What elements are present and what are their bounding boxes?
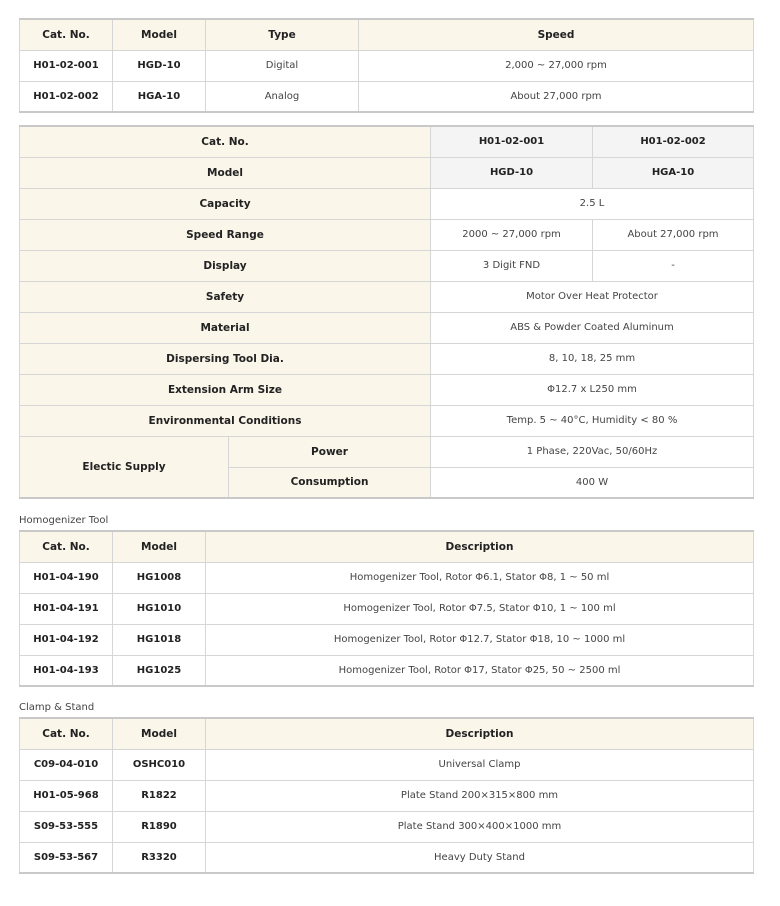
spec-row-display	[20, 250, 754, 281]
spec-value: Motor Over Heat Protector	[431, 281, 754, 312]
spec-label: Speed Range	[20, 219, 431, 250]
header-model: Model	[113, 531, 206, 562]
cat-no-cell: H01-04-193	[20, 655, 113, 686]
spec-label: Dispersing Tool Dia.	[20, 343, 431, 374]
cat-no-cell: H01-04-192	[20, 624, 113, 655]
spec-row-power	[20, 436, 754, 467]
model-cell: HG1008	[113, 562, 206, 593]
spec-value: H01-02-002	[593, 126, 754, 157]
spec-value: HGA-10	[593, 157, 754, 188]
cat-no-cell: H01-05-968	[20, 780, 113, 811]
spec-row-tool	[20, 343, 754, 374]
spec-value: About 27,000 rpm	[593, 219, 754, 250]
description-cell: Homogenizer Tool, Rotor Φ7.5, Stator Φ10, 1 ~ 100 ml	[206, 593, 754, 624]
table-row	[20, 749, 754, 780]
header-model: Model	[113, 19, 206, 50]
spec-label: Cat. No.	[20, 126, 431, 157]
spec-label: Material	[20, 312, 431, 343]
model-cell: R1890	[113, 811, 206, 842]
description-cell: Universal Clamp	[206, 749, 754, 780]
type-cell: Digital	[206, 50, 359, 81]
description-cell: Homogenizer Tool, Rotor Φ17, Stator Φ25, 50 ~ 2500 ml	[206, 655, 754, 686]
spec-value: 2.5 L	[431, 188, 754, 219]
model-cell: OSHC010	[113, 749, 206, 780]
table-row	[20, 624, 754, 655]
speed-cell: About 27,000 rpm	[359, 81, 754, 112]
spec-row-env	[20, 405, 754, 436]
model-cell: R1822	[113, 780, 206, 811]
spec-value: ABS & Powder Coated Aluminum	[431, 312, 754, 343]
speed-cell: 2,000 ~ 27,000 rpm	[359, 50, 754, 81]
header-cat-no: Cat. No.	[20, 718, 113, 749]
spec-value: 1 Phase, 220Vac, 50/60Hz	[431, 436, 754, 467]
description-cell: Plate Stand 300×400×1000 mm	[206, 811, 754, 842]
spec-value: Temp. 5 ~ 40°C, Humidity < 80 %	[431, 405, 754, 436]
clamp-table	[19, 717, 754, 874]
header-cat-no: Cat. No.	[20, 19, 113, 50]
model-cell: HGA-10	[113, 81, 206, 112]
model-cell: HG1018	[113, 624, 206, 655]
spec-row-material	[20, 312, 754, 343]
cat-no-cell: H01-04-190	[20, 562, 113, 593]
section-caption-clamp: Clamp & Stand	[19, 702, 95, 713]
spec-value: 8, 10, 18, 25 mm	[431, 343, 754, 374]
spec-label: Model	[20, 157, 431, 188]
table-row	[20, 562, 754, 593]
overview-table	[19, 18, 754, 113]
cat-no-cell: S09-53-555	[20, 811, 113, 842]
spec-value: -	[593, 250, 754, 281]
table-row	[20, 780, 754, 811]
model-cell: R3320	[113, 842, 206, 873]
table-row	[20, 811, 754, 842]
table-row	[20, 50, 754, 81]
description-cell: Heavy Duty Stand	[206, 842, 754, 873]
header-model: Model	[113, 718, 206, 749]
spec-value: H01-02-001	[431, 126, 593, 157]
table-row	[20, 593, 754, 624]
cat-no-cell: H01-02-001	[20, 50, 113, 81]
description-cell: Homogenizer Tool, Rotor Φ6.1, Stator Φ8, 1 ~ 50 ml	[206, 562, 754, 593]
spec-row-cat	[20, 126, 754, 157]
spec-label-supply: Electic Supply	[20, 436, 229, 498]
section-caption-homogenizer: Homogenizer Tool	[19, 515, 109, 526]
overview-header-row	[20, 19, 754, 50]
spec-sublabel: Power	[229, 436, 431, 467]
description-cell: Plate Stand 200×315×800 mm	[206, 780, 754, 811]
spec-value: HGD-10	[431, 157, 593, 188]
spec-label: Display	[20, 250, 431, 281]
model-cell: HG1010	[113, 593, 206, 624]
header-description: Description	[206, 531, 754, 562]
header-cat-no: Cat. No.	[20, 531, 113, 562]
spec-value: Φ12.7 x L250 mm	[431, 374, 754, 405]
spec-row-speed	[20, 219, 754, 250]
type-cell: Analog	[206, 81, 359, 112]
table-row	[20, 81, 754, 112]
spec-value: 3 Digit FND	[431, 250, 593, 281]
spec-value: 400 W	[431, 467, 754, 498]
spec-label: Environmental Conditions	[20, 405, 431, 436]
clamp-header-row	[20, 718, 754, 749]
header-speed: Speed	[359, 19, 754, 50]
spec-row-capacity	[20, 188, 754, 219]
spec-sublabel: Consumption	[229, 467, 431, 498]
model-cell: HGD-10	[113, 50, 206, 81]
spec-table	[19, 125, 754, 499]
header-type: Type	[206, 19, 359, 50]
cat-no-cell: C09-04-010	[20, 749, 113, 780]
description-cell: Homogenizer Tool, Rotor Φ12.7, Stator Φ18, 10 ~ 1000 ml	[206, 624, 754, 655]
homogenizer-header-row	[20, 531, 754, 562]
cat-no-cell: H01-02-002	[20, 81, 113, 112]
spec-label: Extension Arm Size	[20, 374, 431, 405]
table-row	[20, 842, 754, 873]
homogenizer-table	[19, 530, 754, 687]
table-row	[20, 655, 754, 686]
spec-label: Safety	[20, 281, 431, 312]
spec-value: 2000 ~ 27,000 rpm	[431, 219, 593, 250]
header-description: Description	[206, 718, 754, 749]
spec-row-safety	[20, 281, 754, 312]
cat-no-cell: H01-04-191	[20, 593, 113, 624]
spec-row-model	[20, 157, 754, 188]
spec-label: Capacity	[20, 188, 431, 219]
cat-no-cell: S09-53-567	[20, 842, 113, 873]
model-cell: HG1025	[113, 655, 206, 686]
spec-row-arm	[20, 374, 754, 405]
